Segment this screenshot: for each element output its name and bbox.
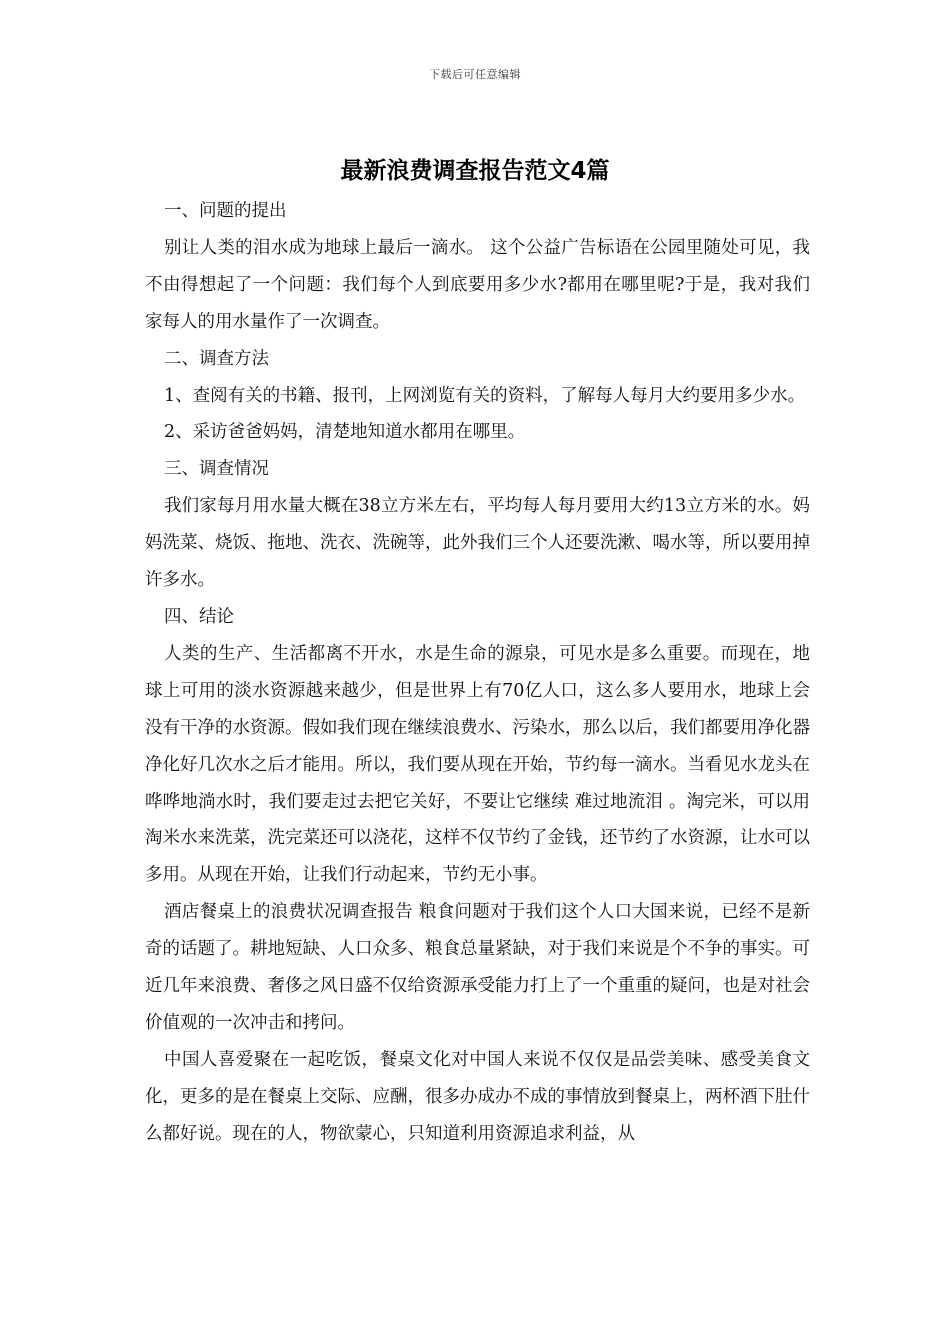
document-title: 最新浪费调查报告范文4篇 bbox=[340, 158, 610, 184]
paragraph: 别让人类的泪水成为地球上最后一滴水。 这个公益广告标语在公园里随处可见，我不由得想起了一个问题：我们每个人到底要用多少水?都用在哪里呢?于是，我对我们家每人的用水量作了一次调查。 bbox=[145, 237, 810, 332]
paragraph: 酒店餐桌上的浪费状况调查报告 粮食问题对于我们这个人口大国来说，已经不是新奇的话题了。耕地短缺、人口众多、粮食总量紧缺，对于我们来说是个不争的事实。可近几年来浪费、奢侈之风日盛不仅给资源承受能力打上了一个重重的疑问，也是对社会价值观的一次冲击和拷问。 bbox=[145, 902, 810, 1033]
section-heading-problem: 一、问题的提出 bbox=[164, 201, 287, 221]
header-note: 下载后可任意编辑 bbox=[429, 68, 521, 81]
section-heading-method: 二、调查方法 bbox=[164, 348, 269, 369]
paragraph: 1、查阅有关的书籍、报刊，上网浏览有关的资料，了解每人每月大约要用多少水。 bbox=[164, 385, 806, 406]
section-heading-situation: 三、调查情况 bbox=[164, 459, 269, 480]
paragraph: 2、采访爸爸妈妈，清楚地知道水都用在哪里。 bbox=[164, 422, 526, 443]
paragraph: 人类的生产、生活都离不开水，水是生命的源泉，可见水是多么重要。而现在，地球上可用的淡水资源越来越少，但是世界上有70亿人口，这么多人要用水，地球上会没有干净的水资源。假如我们现在继续浪费水、污染水，那么以后，我们都要用净化器净化好几次水之后才能用。所以，我们要从现在开始，节约每一滴水。当看见水龙头在哗哗地淌水时，我们要走过去把它关好，不要让它继续 难过地流泪 。淘完米，可以用淘米水来洗菜，洗完菜还可以浇花，这样不仅节约了金钱，还节约了水资源，让水可以多用。从现在开始，让我们行动起来，节约无小事。 bbox=[145, 643, 810, 886]
section-heading-conclusion: 四、结论 bbox=[164, 606, 234, 627]
document-body bbox=[145, 193, 810, 1153]
paragraph: 中国人喜爱聚在一起吃饭，餐桌文化对中国人来说不仅仅是品尝美味、感受美食文化，更多的是在餐桌上交际、应酬，很多办成办不成的事情放到餐桌上，两杯酒下肚什么都好说。现在的人，物欲蒙心，只知道利用资源追求利益，从 bbox=[145, 1049, 810, 1144]
paragraph: 我们家每月用水量大概在38立方米左右，平均每人每月要用大约13立方米的水。妈妈洗菜、烧饭、拖地、洗衣、洗碗等，此外我们三个人还要洗漱、喝水等，所以要用掉许多水。 bbox=[145, 496, 810, 591]
